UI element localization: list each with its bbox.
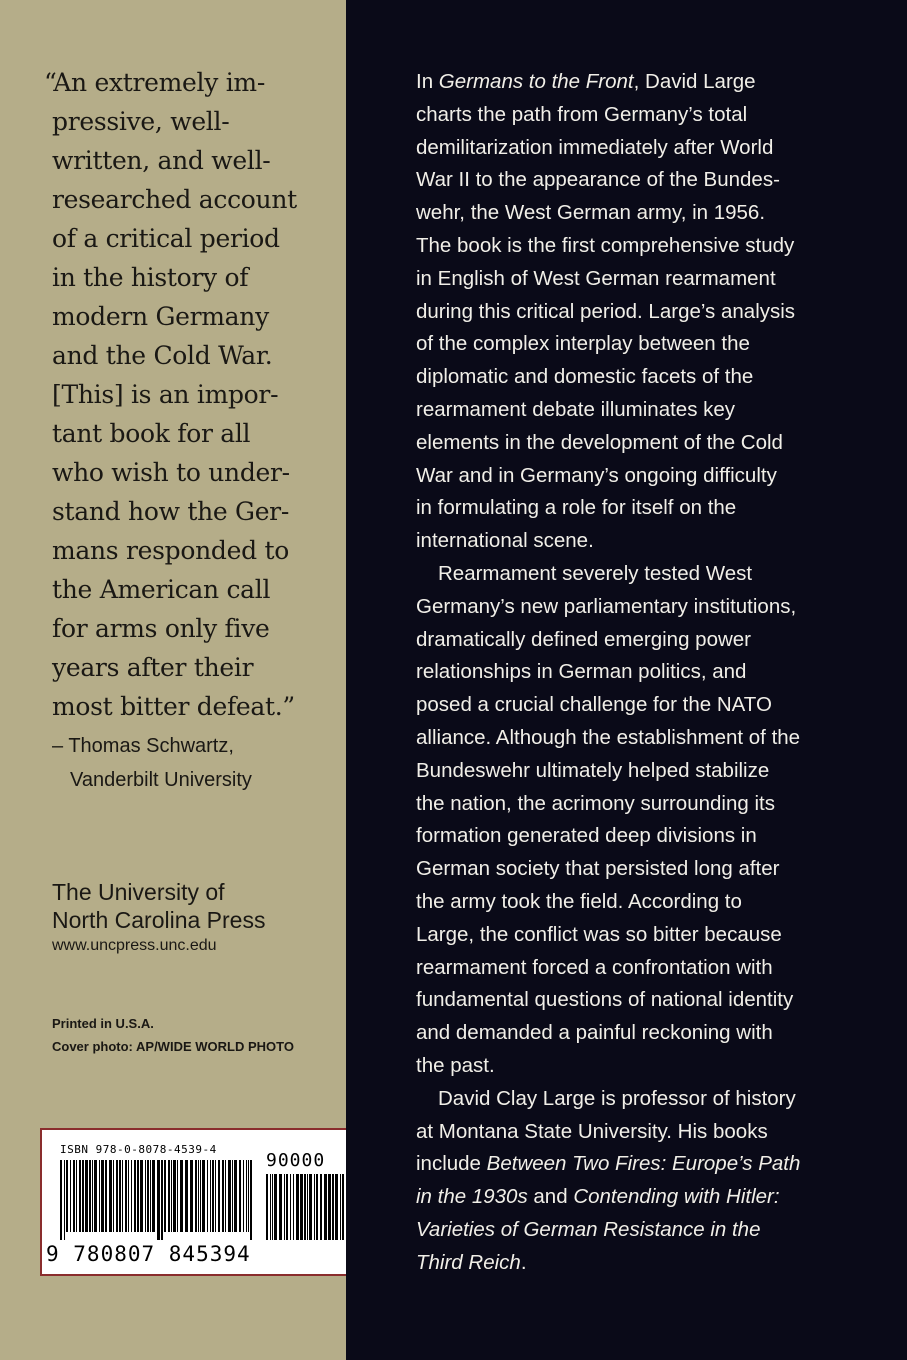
barcode-bar — [290, 1174, 291, 1240]
barcode-bar — [212, 1160, 214, 1232]
barcode-bar — [109, 1160, 112, 1232]
quote-line: who wish to under- — [52, 458, 290, 487]
description-line: Rearmament severely tested West — [438, 561, 753, 585]
description-line: of the complex interplay between the — [416, 332, 750, 356]
barcode-bar — [300, 1174, 303, 1240]
barcode-bar — [243, 1160, 244, 1232]
quote-line: [This] is an impor- — [52, 380, 279, 409]
description-line: in formulating a role for itself on the — [416, 496, 737, 520]
description-line: rearmament debate illuminates key — [416, 397, 736, 421]
barcode-bar — [332, 1174, 334, 1240]
quote-line: tant book for all — [52, 419, 251, 448]
quote-line: most bitter defeat.” — [52, 692, 295, 721]
barcode-bar — [234, 1160, 237, 1232]
barcode-bar — [248, 1160, 249, 1232]
barcode-bar — [171, 1160, 172, 1232]
barcode-bar — [335, 1174, 338, 1240]
quote-line: modern Germany — [52, 302, 269, 331]
description-line: Varieties of German Resistance in the — [416, 1217, 761, 1241]
description-line: in English of West German rearmament — [416, 266, 776, 290]
barcode-bar — [82, 1160, 84, 1232]
quote-line: in the history of — [52, 263, 249, 292]
barcode-bar — [293, 1174, 294, 1240]
barcode-bar — [66, 1160, 68, 1232]
description-line: dramatically defined emerging power — [416, 627, 752, 651]
barcode-bar — [225, 1160, 226, 1232]
description-line: In Germans to the Front, David Large — [416, 70, 756, 93]
barcode-bar — [218, 1160, 220, 1232]
printed-in: Printed in U.S.A. — [52, 1016, 154, 1031]
description-line: fundamental questions of national identity — [416, 988, 794, 1012]
barcode-bar — [180, 1160, 183, 1232]
barcode-bar — [152, 1160, 155, 1232]
quote-line: mans responded to — [52, 536, 289, 565]
barcode-bar — [105, 1160, 107, 1232]
barcode-bar — [119, 1160, 121, 1232]
description-line: wehr, the West German army, in 1956. — [416, 201, 766, 225]
barcode-bar — [73, 1160, 75, 1232]
barcode-bar — [92, 1160, 93, 1232]
description-line: David Clay Large is professor of history — [438, 1086, 796, 1110]
barcode-bar — [296, 1174, 299, 1240]
barcode-bar — [195, 1160, 197, 1232]
endorsement-quote — [44, 63, 337, 726]
quote-line: pressive, well- — [52, 107, 230, 136]
description-line: The book is the first comprehensive study — [416, 233, 795, 257]
barcode-bar — [324, 1174, 327, 1240]
description-line: the army took the field. According to — [416, 889, 742, 913]
description-line: international scene. — [416, 529, 594, 553]
barcode-bar — [79, 1160, 81, 1232]
barcode-bar — [140, 1160, 143, 1232]
left-panel — [0, 0, 346, 1360]
barcode-bar — [202, 1160, 205, 1232]
barcode-bar — [147, 1160, 149, 1232]
barcode-bar — [272, 1174, 273, 1240]
barcode-bar — [125, 1160, 127, 1232]
barcode-bar — [113, 1160, 114, 1232]
barcode-bar — [232, 1160, 233, 1232]
description-line: elements in the development of the Cold — [416, 430, 783, 454]
publisher-url: www.uncpress.unc.edu — [52, 937, 217, 954]
barcode-bar — [314, 1174, 315, 1240]
barcode-bar — [157, 1160, 160, 1240]
barcode-bar — [173, 1160, 176, 1232]
description-line: in the 1930s and Contending with Hitler: — [416, 1185, 780, 1209]
description-line: formation generated deep divisions in — [416, 824, 757, 848]
barcode-bar — [185, 1160, 188, 1232]
isbn-digits: 9 780807 845394 — [46, 1242, 251, 1266]
description-line: Bundeswehr ultimately helped stabilize — [416, 758, 770, 782]
isbn-label: ISBN 978-0-8078-4539-4 — [60, 1143, 217, 1156]
cover-photo-credit: Cover photo: AP/WIDE WORLD PHOTO — [52, 1039, 294, 1054]
barcode-bar — [266, 1174, 268, 1240]
quote-line: and the Cold War. — [52, 341, 273, 370]
attribution-name: – Thomas Schwartz, — [52, 735, 234, 757]
description-line: posed a crucial challenge for the NATO — [416, 693, 772, 717]
barcode-bar — [246, 1160, 247, 1232]
main-barcode — [60, 1160, 256, 1240]
book-description — [416, 66, 836, 1279]
quote-line: researched account — [52, 185, 297, 214]
barcode-bar — [145, 1160, 146, 1232]
barcode-bar — [122, 1160, 123, 1232]
barcode-bar — [70, 1160, 71, 1232]
barcode-bar — [307, 1174, 308, 1240]
quote-line: the American call — [52, 575, 271, 604]
description-line: the nation, the acrimony surrounding its — [416, 791, 775, 815]
barcode-bar — [89, 1160, 91, 1232]
description-line: and demanded a painful reckoning with — [416, 1021, 773, 1045]
description-line: Germany’s new parliamentary institutions, — [416, 594, 797, 618]
quote-line: of a critical period — [52, 224, 280, 253]
barcode-bar — [207, 1160, 208, 1232]
barcode-bar — [128, 1160, 129, 1232]
price-code: 90000 — [266, 1150, 326, 1171]
barcode-bar — [284, 1174, 285, 1240]
barcode-bar — [177, 1160, 178, 1232]
credits-block — [52, 1012, 342, 1058]
barcode-bar — [279, 1174, 282, 1240]
barcode-bar — [64, 1160, 65, 1240]
publisher-name-line1: The University of — [52, 879, 225, 905]
description-line: relationships in German politics, and — [416, 660, 747, 684]
barcode-box — [40, 1128, 383, 1276]
description-line: Large, the conflict was so bitter because — [416, 922, 782, 946]
barcode-bar — [85, 1160, 88, 1232]
description-line: German society that persisted long after — [416, 857, 780, 881]
publisher-block — [52, 878, 342, 958]
barcode-bar — [198, 1160, 199, 1232]
barcode-bar — [215, 1160, 216, 1232]
barcode-bar — [94, 1160, 97, 1232]
description-line: include Between Two Fires: Europe’s Path — [416, 1152, 801, 1176]
barcode-bar — [286, 1174, 288, 1240]
quote-line: stand how the Ger- — [52, 497, 289, 526]
barcode-bar — [164, 1160, 166, 1232]
description-line: War and in Germany’s ongoing difficulty — [416, 463, 777, 487]
description-line: rearmament forced a confrontation with — [416, 955, 773, 979]
barcode-bar — [60, 1160, 62, 1240]
barcode-bar — [131, 1160, 132, 1232]
description-line: War II to the appearance of the Bundes- — [416, 168, 780, 192]
barcode-bar — [316, 1174, 318, 1240]
description-line: demilitarization immediately after World — [416, 135, 774, 159]
barcode-bar — [270, 1174, 271, 1240]
barcode-bar — [137, 1160, 139, 1232]
description-line: diplomatic and domestic facets of the — [416, 365, 754, 389]
barcode-bar — [150, 1160, 151, 1232]
barcode-bar — [340, 1174, 341, 1240]
description-line: during this critical period. Large’s analysis — [416, 299, 796, 323]
quote-line: for arms only five — [52, 614, 270, 643]
barcode-bar — [116, 1160, 118, 1232]
description-line: alliance. Although the establishment of the — [416, 725, 801, 749]
barcode-bar — [168, 1160, 170, 1232]
publisher-name-line2: North Carolina Press — [52, 907, 266, 933]
barcode-bar — [320, 1174, 322, 1240]
quote-attribution — [52, 729, 342, 797]
barcode-bar — [210, 1160, 211, 1232]
barcode-bar — [101, 1160, 104, 1232]
barcode-bar — [274, 1174, 277, 1240]
quote-line: years after their — [52, 653, 254, 682]
barcode-bar — [134, 1160, 136, 1232]
quote-line: “An extremely im- — [44, 68, 265, 97]
description-line: the past. — [416, 1053, 495, 1077]
barcode-bar — [304, 1174, 306, 1240]
barcode-bar — [190, 1160, 193, 1232]
barcode-bar — [222, 1160, 224, 1232]
barcode-bar — [239, 1160, 241, 1232]
barcode-bar — [342, 1174, 344, 1240]
description-line: at Montana State University. His books — [416, 1119, 768, 1143]
barcode-bar — [161, 1160, 163, 1240]
attribution-affiliation: Vanderbilt University — [70, 769, 252, 791]
barcode-bar — [328, 1174, 331, 1240]
description-line: charts the path from Germany’s total — [416, 102, 748, 126]
barcode-bar — [200, 1160, 201, 1232]
barcode-bar — [76, 1160, 77, 1232]
description-line: Third Reich. — [416, 1250, 527, 1274]
quote-line: written, and well- — [52, 146, 271, 175]
barcode-bar — [99, 1160, 100, 1232]
barcode-bar — [228, 1160, 231, 1232]
barcode-bar — [250, 1160, 252, 1240]
barcode-bar — [309, 1174, 312, 1240]
